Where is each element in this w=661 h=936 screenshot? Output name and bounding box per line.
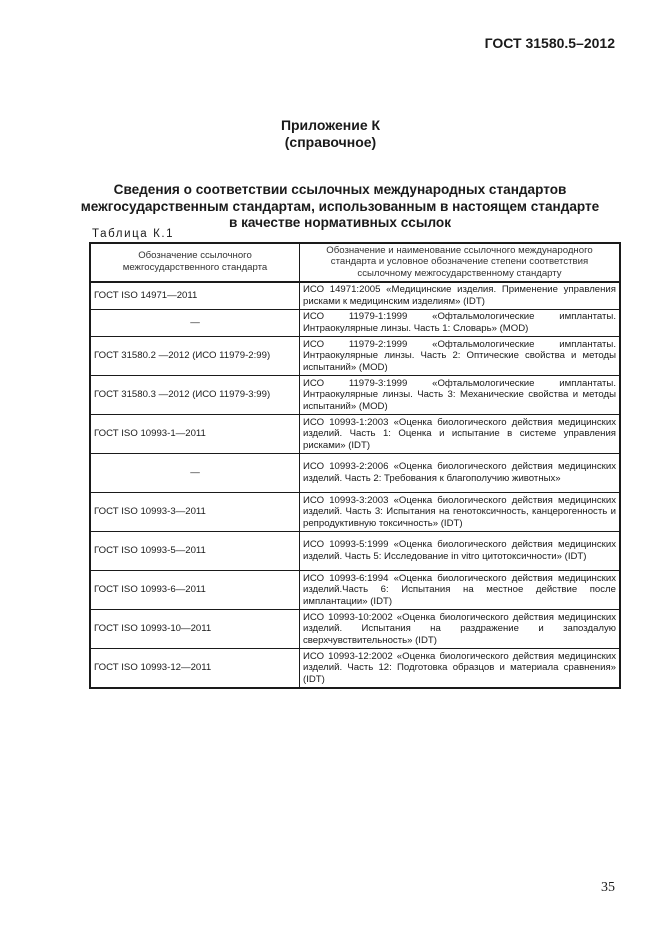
gost-cell: ГОСТ ISO 10993-6—2011	[90, 571, 300, 610]
gost-cell: ГОСТ ISO 10993-12—2011	[90, 649, 300, 689]
table-row	[90, 454, 620, 493]
annex-title: Приложение К	[280, 117, 381, 133]
table-label: Таблица К.1	[92, 228, 175, 240]
annex-title-block	[0, 117, 661, 151]
table-heading-line-3: в качестве нормативных ссылок	[228, 215, 452, 230]
international-standard-cell: ИСО 14971:2005 «Медицинские изделия. Применение управления рисками к медицинским изделиям» (IDT)	[300, 282, 621, 310]
gost-cell: ГОСТ ISO 14971—2011	[90, 282, 300, 310]
table-heading-line-1: Сведения о соответствии ссылочных международных стандартов	[113, 182, 567, 197]
document-code: ГОСТ 31580.5–2012	[484, 35, 615, 51]
table-row	[90, 376, 620, 415]
international-standard-cell: ИСО 10993-2:2006 «Оценка биологического действия медицинских изделий. Часть 2: Требования к благополучию животных»	[300, 454, 621, 493]
annex-subtitle: (справочное)	[284, 134, 377, 150]
page-number: 35	[601, 880, 615, 895]
table-row	[90, 649, 620, 689]
table-row	[90, 337, 620, 376]
gost-cell: —	[90, 310, 300, 337]
table-heading	[60, 182, 620, 232]
gost-cell: —	[90, 454, 300, 493]
international-standard-cell: ИСО 10993-1:2003 «Оценка биологического действия медицинских изделий. Часть 1: Оценка и испытание в системе управления рисками» (IDT)	[300, 415, 621, 454]
international-standard-cell: ИСО 10993-6:1994 «Оценка биологического действия медицинских изделий.Часть 6: Испытания на местное действие после имплантации» (IDT)	[300, 571, 621, 610]
international-standard-cell: ИСО 10993-3:2003 «Оценка биологического действия медицинских изделий. Часть 3: Испытания на генотоксичность, канцерогенность и репродуктивную токсичность» (IDT)	[300, 493, 621, 532]
table-row	[90, 532, 620, 571]
international-standard-cell: ИСО 10993-12:2002 «Оценка биологического действия медицинских изделий. Часть 12: Подготовка образцов и материала сравнения» (IDT)	[300, 649, 621, 689]
column-header-gost: Обозначение ссылочного межгосударственного стандарта	[90, 243, 300, 282]
correspondence-table	[89, 242, 621, 689]
international-standard-cell: ИСО 10993-5:1999 «Оценка биологического действия медицинских изделий. Часть 5: Исследование in vitro цитотоксичности» (IDT)	[300, 532, 621, 571]
international-standard-cell: ИСО 11979-3:1999 «Офтальмологические имплантаты. Интраокулярные линзы. Часть 3: Механические свойства и методы испытаний» (MOD)	[300, 376, 621, 415]
table-row	[90, 610, 620, 649]
gost-cell: ГОСТ ISO 10993-5—2011	[90, 532, 300, 571]
table-row	[90, 493, 620, 532]
table-heading-line-2: межгосударственным стандартам, использованным в настоящем стандарте	[80, 198, 600, 214]
table-row	[90, 282, 620, 310]
gost-cell: ГОСТ ISO 10993-1—2011	[90, 415, 300, 454]
column-header-international: Обозначение и наименование ссылочного международного стандарта и условное обозначение степени соответствия ссылочному межгосударственному стандарту	[300, 243, 621, 282]
gost-cell: ГОСТ 31580.2 —2012 (ИСО 11979-2:99)	[90, 337, 300, 376]
table-header-row	[90, 243, 620, 282]
table-row	[90, 310, 620, 337]
table-row	[90, 571, 620, 610]
gost-cell: ГОСТ ISO 10993-10—2011	[90, 610, 300, 649]
international-standard-cell: ИСО 11979-2:1999 «Офтальмологические имплантаты. Интраокулярные линзы. Часть 2: Оптические свойства и методы испытаний» (MOD)	[300, 337, 621, 376]
international-standard-cell: ИСО 11979-1:1999 «Офтальмологические имплантаты. Интраокулярные линзы. Часть 1: Словарь» (MOD)	[300, 310, 621, 337]
gost-cell: ГОСТ ISO 10993-3—2011	[90, 493, 300, 532]
table-row	[90, 415, 620, 454]
international-standard-cell: ИСО 10993-10:2002 «Оценка биологического действия медицинских изделий. Испытания на раздражение и запоздалую сверхчувствительность» (IDT)	[300, 610, 621, 649]
gost-cell: ГОСТ 31580.3 —2012 (ИСО 11979-3:99)	[90, 376, 300, 415]
